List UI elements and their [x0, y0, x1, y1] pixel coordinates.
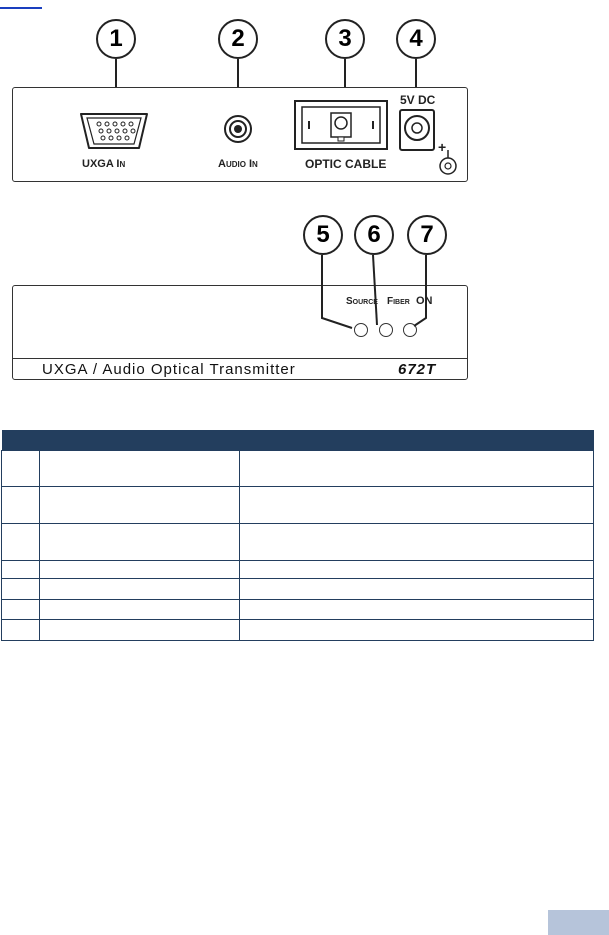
power-label: 5V DC [400, 93, 436, 107]
table-cell [40, 524, 240, 561]
table-cell [2, 487, 40, 524]
table-cell [2, 579, 40, 600]
header-cell-num [2, 430, 40, 451]
table-cell [40, 561, 240, 579]
table-row [2, 600, 594, 620]
table-cell [40, 579, 240, 600]
table-cell [40, 600, 240, 620]
callout-4: 4 [396, 19, 436, 59]
table-cell [40, 451, 240, 487]
header-cell-feature [40, 430, 240, 451]
table-cell [2, 451, 40, 487]
callout-5: 5 [303, 215, 343, 255]
callout-1: 1 [96, 19, 136, 59]
audio-in-label: Audio In [218, 158, 258, 170]
table-cell [240, 451, 594, 487]
front-leaders [0, 0, 609, 400]
header-cell-function [240, 430, 594, 451]
table-cell [240, 579, 594, 600]
table-row [2, 579, 594, 600]
callout-7: 7 [407, 215, 447, 255]
table-cell [240, 524, 594, 561]
table-cell [40, 487, 240, 524]
table-cell [2, 620, 40, 641]
uxga-in-label: UXGA In [82, 158, 126, 170]
callout-6: 6 [354, 215, 394, 255]
optic-cable-label: OPTIC CABLE [305, 157, 387, 171]
table-cell [40, 620, 240, 641]
table-row [2, 561, 594, 579]
polarity-plus: + [438, 139, 447, 155]
table-cell [2, 600, 40, 620]
led-on-label: ON [416, 295, 433, 307]
table-cell [240, 600, 594, 620]
table-cell [240, 487, 594, 524]
led-fiber-label: Fiber [387, 296, 410, 307]
table-cell [240, 561, 594, 579]
model-strip [12, 358, 468, 379]
table-row [2, 451, 594, 487]
table-row [2, 620, 594, 641]
model-number: 672T [398, 361, 437, 378]
callout-2: 2 [218, 19, 258, 59]
table-row [2, 524, 594, 561]
table-cell [240, 620, 594, 641]
feature-table [1, 430, 594, 641]
table-row [2, 487, 594, 524]
model-name: UXGA / Audio Optical Transmitter [42, 361, 296, 378]
callout-3: 3 [325, 19, 365, 59]
table-header-row [2, 430, 594, 451]
table-cell [2, 524, 40, 561]
page-number-box [548, 910, 609, 935]
led-source-label: Source [346, 296, 378, 307]
table-cell [2, 561, 40, 579]
